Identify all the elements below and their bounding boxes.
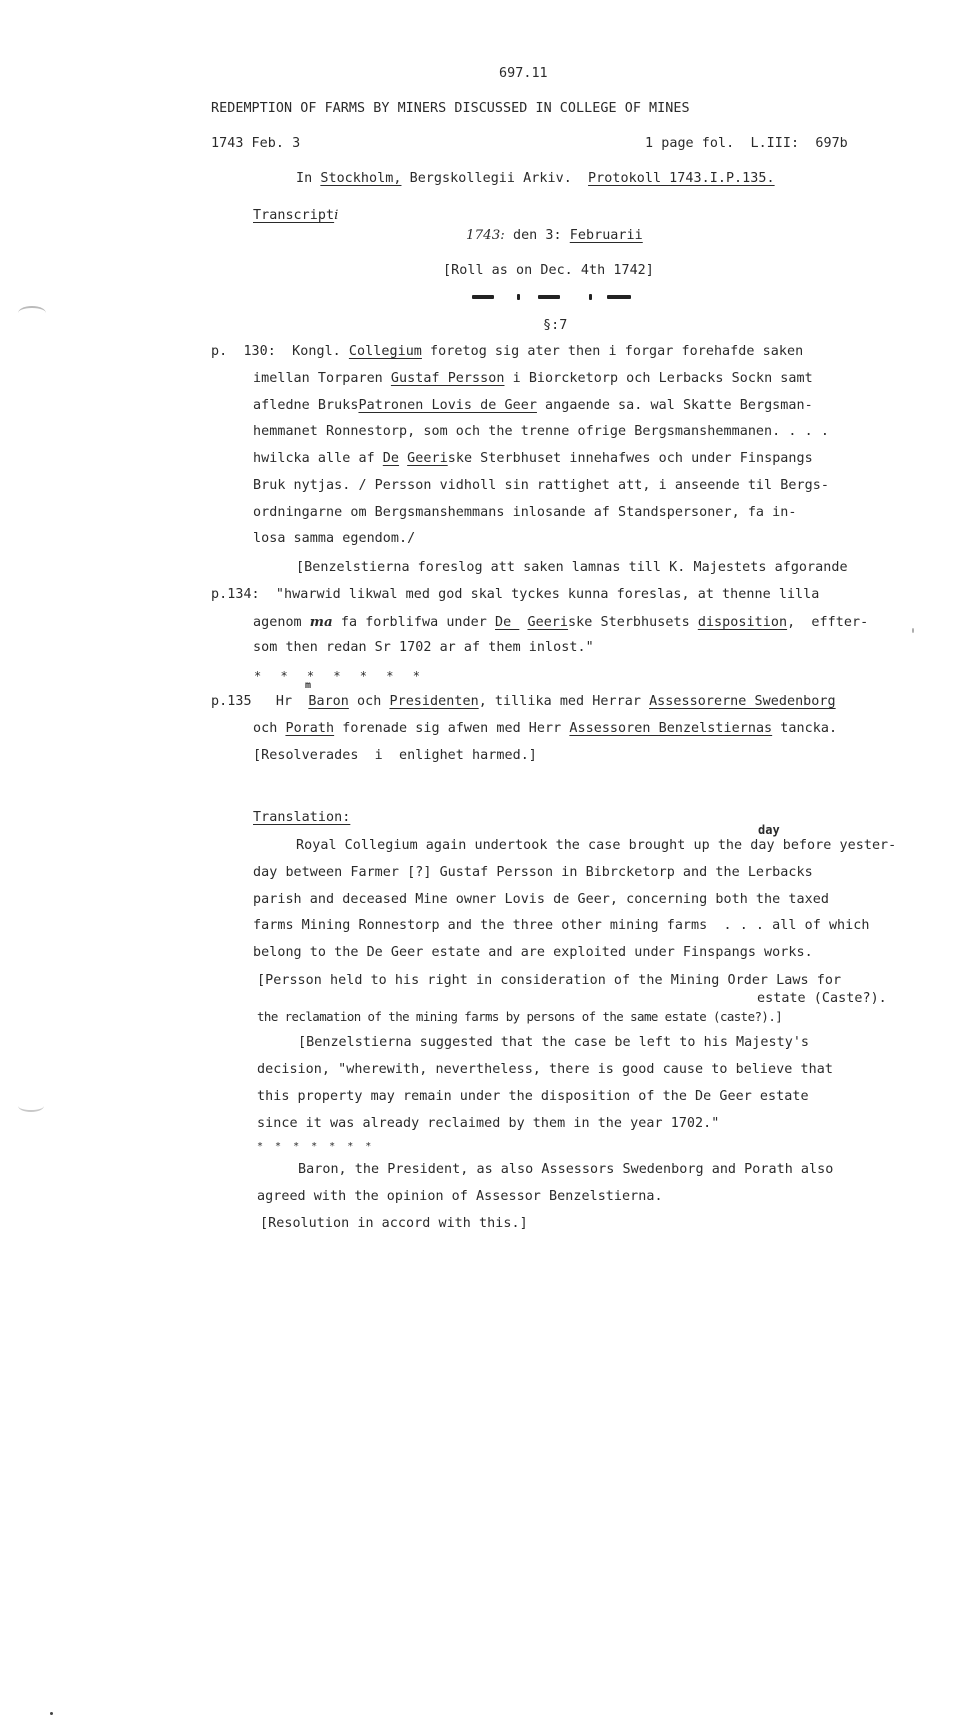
text-run: ske Sterbhusets: [568, 615, 698, 630]
underlined-term: Gustaf Persson: [390, 371, 505, 386]
text-run: hwilcka alle af: [253, 451, 383, 466]
english-line: this property may remain under the disposition of the De Geer estate: [257, 1089, 809, 1104]
source-place: Stockholm,: [320, 171, 402, 186]
english-line: the reclamation of the mining farms by persons of the same estate (caste?).]: [257, 1009, 783, 1024]
text-run: angaende sa. wal Skatte Bergsman-: [536, 398, 813, 413]
swedish-line: [253, 371, 813, 387]
text-run: afledne Bruks: [253, 398, 359, 413]
underlined-term: Presidenten: [389, 694, 479, 709]
english-line: day between Farmer [?] Gustaf Persson in Bibrcketorp and the Lerbacks: [253, 865, 813, 880]
document-number: 697.11: [499, 66, 548, 81]
english-line: [Resolution in accord with this.]: [260, 1216, 528, 1231]
rule-dot: [517, 294, 520, 300]
swedish-line: [211, 344, 803, 360]
scan-smudge: [18, 1100, 44, 1112]
text-run: [399, 451, 407, 466]
underlined-term: Geeri: [527, 615, 569, 630]
handwritten-term: ma: [309, 614, 333, 630]
text-run: ske Sterbhuset innehafwes och under Finspangs: [447, 451, 813, 466]
english-line: [Persson held to his right in consideration of the Mining Order Laws for: [257, 973, 842, 988]
transcript-year: 1743:: [466, 228, 505, 243]
document-date: 1743 Feb. 3: [211, 136, 301, 151]
section-stars: * * * * * * *: [257, 1141, 375, 1152]
swedish-line: [Benzelstierna foreslog att saken lamnas till K. Majestets afgorande: [296, 560, 848, 575]
text-run: p. 130: Kongl.: [211, 344, 349, 359]
text-run: agenom: [253, 615, 310, 630]
underlined-term: Patronen Lovis de Geer: [358, 398, 537, 413]
scan-speck: [912, 628, 914, 633]
document-title: REDEMPTION OF FARMS BY MINERS DISCUSSED IN COLLEGE OF MINES: [211, 101, 690, 116]
underlined-term: disposition: [697, 615, 788, 630]
swedish-line: [253, 451, 813, 467]
section-mark: §:7: [543, 318, 568, 333]
text-run: forenade sig afwen med Herr: [334, 721, 570, 736]
english-line: since it was already reclaimed by them in the year 1702.": [257, 1116, 720, 1131]
rule-dash: [472, 295, 494, 299]
rule-dot: [589, 294, 592, 300]
transcript-month: Februarii: [569, 228, 643, 243]
underlined-term: Assessorerne Swedenborg: [649, 694, 836, 709]
document-reference: 1 page fol. L.III: 697b: [645, 136, 848, 151]
underlined-term: Geeri: [407, 451, 448, 466]
underlined-term: Collegium: [348, 344, 422, 359]
swedish-line: [253, 721, 837, 737]
underlined-term: Porath: [285, 721, 335, 736]
text-run: imellan Torparen: [253, 371, 391, 386]
source-archive: Bergskollegii Arkiv.: [401, 171, 589, 186]
underlined-term: De: [382, 451, 400, 466]
english-line: agreed with the opinion of Assessor Benzelstierna.: [257, 1189, 663, 1204]
english-line: Royal Collegium again undertook the case brought up the day before yester-: [296, 838, 897, 853]
swedish-line: ordningarne om Bergsmanshemmans inlosande af Standspersoner, fa in-: [253, 505, 797, 520]
transcript-mark: i: [334, 208, 339, 223]
swedish-line: [211, 694, 836, 710]
underlined-term: Assessoren Benzelstiernas: [569, 721, 773, 736]
english-line: Baron, the President, as also Assessors Swedenborg and Porath also: [298, 1162, 834, 1177]
source-protokoll: Protokoll 1743.I.P.135.: [588, 171, 775, 186]
swedish-line: hemmanet Ronnestorp, som och the trenne ofrige Bergsmanshemmanen. . . .: [253, 424, 829, 439]
transcript-heading: [253, 208, 338, 224]
scan-smudge: [18, 306, 46, 320]
swedish-line: losa samma egendom./: [253, 531, 416, 546]
english-line: [Benzelstierna suggested that the case be left to his Majesty's: [298, 1035, 810, 1050]
swedish-line: Bruk nytjas. / Persson vidholl sin rattighet att, i anseende til Bergs-: [253, 478, 829, 493]
source-pre: In: [296, 171, 321, 186]
underlined-term: Baron: [308, 694, 349, 709]
translation-label: Translation:: [253, 810, 351, 825]
text-run: foretog sig ater then i forgar forehafde saken: [421, 344, 804, 359]
rule-dash: [538, 295, 560, 299]
source-line: [296, 171, 775, 187]
text-run: och: [253, 721, 286, 736]
scan-speck: [50, 1712, 53, 1715]
english-line: estate (Caste?).: [757, 991, 887, 1006]
english-line: farms Mining Ronnestorp and the three other mining farms . . . all of which: [253, 918, 870, 933]
swedish-line: [253, 398, 813, 414]
swedish-line: [Resolverades i enlighet harmed.]: [253, 748, 537, 763]
text-run: och: [348, 694, 390, 709]
roll-note: [Roll as on Dec. 4th 1742]: [443, 263, 654, 278]
section-stars: * * * * * * *: [254, 669, 426, 683]
text-run: tancka.: [772, 721, 838, 736]
swedish-line: [253, 614, 868, 631]
transcript-den: den 3:: [504, 228, 570, 243]
english-line: decision, "wherewith, nevertheless, there is good cause to believe that: [257, 1062, 833, 1077]
superscript-mark: m: [305, 680, 312, 691]
underlined-term: De: [495, 615, 520, 630]
transcript-label: Transcript: [253, 208, 335, 223]
english-line: belong to the De Geer estate and are exploited under Finspangs works.: [253, 945, 813, 960]
swedish-line: som then redan Sr 1702 ar af them inlost.": [253, 640, 594, 655]
english-line: parish and deceased Mine owner Lovis de Geer, concerning both the taxed: [253, 892, 829, 907]
text-run: i Biorcketorp och Lerbacks Sockn samt: [504, 371, 813, 386]
text-run: , tillika med Herrar: [478, 694, 650, 709]
rule-dash: [607, 295, 631, 299]
swedish-line: p.134: "hwarwid likwal med god skal tyckes kunna foreslas, at thenne lilla: [211, 587, 820, 602]
text-run: , effter-: [787, 615, 869, 630]
text-run: fa forblifwa under: [332, 615, 495, 630]
text-run: p.135 Hr: [211, 694, 309, 709]
transcript-date: [466, 228, 643, 244]
margin-note: day: [758, 823, 780, 837]
